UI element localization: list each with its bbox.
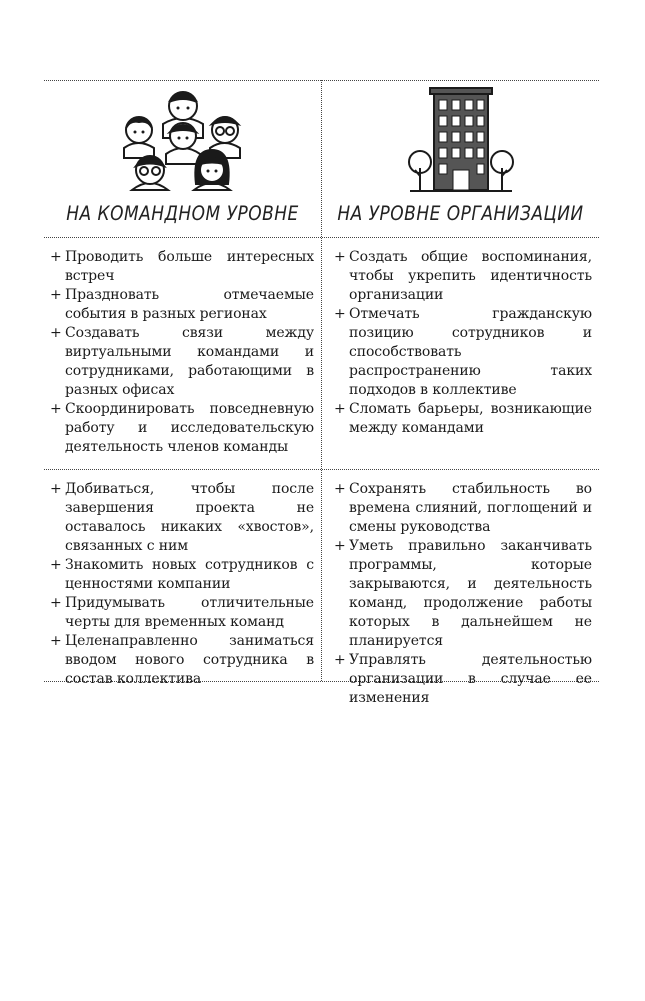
people-group-icon	[118, 84, 248, 196]
list-item: + Создавать связи между виртуальными командами и сотрудниками, работающими в разных офисах	[50, 324, 314, 400]
list-item: + Добиваться, чтобы после завершения проекта не оставалось никаких «хвостов», связанных с ним	[50, 480, 314, 556]
organization-level-list-1	[334, 248, 592, 438]
list-item: + Создать общие воспоминания, чтобы укрепить идентичность организации	[334, 248, 592, 305]
header-organization-level	[322, 80, 599, 237]
list-item: + Уметь правильно заканчивать программы, которые закрываются, и деятельность команд, продолжение работы которых в дальнейшем не планируется	[334, 537, 592, 651]
list-item: + Придумывать отличительные черты для временных команд	[50, 594, 314, 632]
column-heading: НА УРОВНЕ ОРГАНИЗАЦИИ	[337, 202, 584, 226]
list-item: + Знакомить новых сотрудников с ценностями компании	[50, 556, 314, 594]
office-building-icon	[406, 84, 516, 196]
organization-level-list-2	[334, 480, 592, 708]
list-item: + Сломать барьеры, возникающие между командами	[334, 400, 592, 438]
team-level-list-1	[50, 248, 314, 457]
list-item: + Отмечать гражданскую позицию сотрудников и способствовать распространению таких подходов в коллективе	[334, 305, 592, 400]
column-heading: НА КОМАНДНОМ УРОВНЕ	[66, 202, 299, 226]
list-item: + Целенаправленно заниматься вводом нового сотрудника в состав коллектива	[50, 632, 314, 689]
list-item: + Управлять деятельностью организации в случае ее изменения	[334, 651, 592, 708]
list-item: + Сохранять стабильность во времена слияний, поглощений и смены руководства	[334, 480, 592, 537]
team-level-list-2	[50, 480, 314, 689]
list-item: + Скоординировать повседневную работу и исследовательскую деятельность членов команды	[50, 400, 314, 457]
header-team-level	[44, 80, 321, 237]
list-item: + Проводить больше интересных встреч	[50, 248, 314, 286]
list-item: + Праздновать отмечаемые события в разных регионах	[50, 286, 314, 324]
